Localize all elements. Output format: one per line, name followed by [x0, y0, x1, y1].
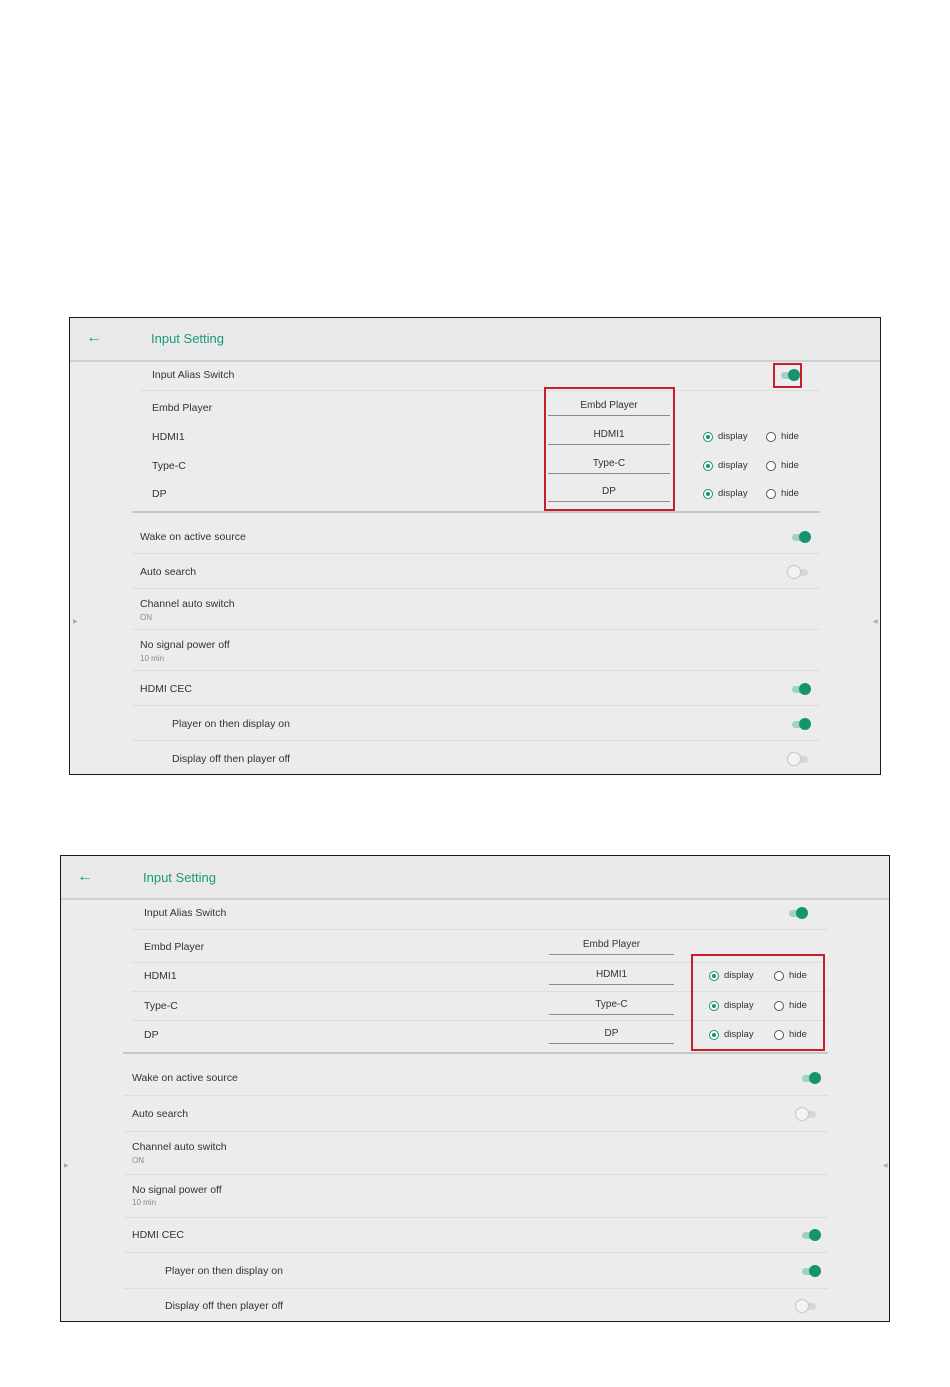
alias-label-dp: DP [144, 1029, 159, 1041]
section-divider [123, 1052, 828, 1054]
alias-input-hdmi1[interactable]: HDMI1 [549, 968, 674, 985]
toggle-hdmi-cec[interactable] [800, 1228, 822, 1242]
setting-display-off-then-player-off: Display off then player off [165, 1300, 284, 1312]
setting-no-signal-power-off[interactable]: No signal power off [132, 1184, 222, 1196]
divider [132, 588, 820, 589]
toggle-wake-on-active-source[interactable] [790, 530, 812, 544]
divider [123, 1095, 828, 1096]
setting-channel-auto-switch[interactable]: Channel auto switch [132, 1141, 227, 1153]
toggle-display-off-then-player-off[interactable] [788, 752, 810, 766]
divider [132, 740, 820, 741]
alias-input-embd-player[interactable]: Embd Player [549, 938, 674, 955]
divider [123, 1288, 828, 1289]
setting-player-on-then-display-on: Player on then display on [172, 718, 290, 730]
setting-no-signal-power-off-value: 10 min [132, 1198, 157, 1207]
divider [132, 670, 820, 671]
divider [132, 705, 820, 706]
caret-left-icon: ▶ [73, 619, 78, 625]
alias-label-type-c: Type-C [152, 460, 186, 472]
screenshot-2: ← Input Setting Input Alias Switch Embd Player Embd Player HDMI1 HDMI1 display hide Type-C Type-C display hide DP DP display hide Wake on active source Auto search Channel auto switch ON No signal power off 10 min HDMI CEC Player on then display on Display off then player off ▶ ◀ [60, 855, 890, 1322]
page-title: Input Setting [143, 870, 216, 885]
setting-player-on-then-display-on: Player on then display on [165, 1265, 283, 1277]
setting-hdmi-cec: HDMI CEC [132, 1229, 184, 1241]
divider [140, 390, 820, 391]
setting-channel-auto-switch-value: ON [140, 613, 152, 622]
divider [123, 1217, 828, 1218]
highlight-alias-switch [773, 363, 802, 388]
setting-channel-auto-switch[interactable]: Channel auto switch [140, 598, 235, 610]
setting-wake-on-active-source: Wake on active source [132, 1072, 238, 1084]
alias-input-type-c[interactable]: Type-C [548, 457, 670, 474]
page-title: Input Setting [151, 331, 224, 346]
section-divider [132, 511, 820, 513]
setting-no-signal-power-off-value: 10 min [140, 654, 165, 663]
setting-display-off-then-player-off: Display off then player off [172, 753, 291, 765]
divider [132, 553, 820, 554]
setting-hdmi-cec: HDMI CEC [140, 683, 192, 695]
setting-auto-search: Auto search [140, 566, 197, 578]
alias-input-dp[interactable]: DP [548, 485, 670, 502]
screenshot-1: ← Input Setting Input Alias Switch Embd Player Embd Player HDMI1 HDMI1 display hide Type-C Type-C display hide DP DP display hide Wake on active source Auto search Channel auto switch ON No signal power off 10 min HDMI CEC Player on then display on Display off then player off ▶ ◀ [69, 317, 881, 775]
caret-right-icon: ◀ [873, 619, 878, 625]
toggle-hdmi-cec[interactable] [790, 682, 812, 696]
toggle-display-off-then-player-off[interactable] [796, 1299, 818, 1313]
input-alias-switch-label: Input Alias Switch [144, 907, 227, 919]
toggle-player-on-then-display-on[interactable] [800, 1264, 822, 1278]
alias-label-hdmi1: HDMI1 [144, 970, 177, 982]
alias-input-type-c[interactable]: Type-C [549, 998, 674, 1015]
input-alias-switch-toggle[interactable] [787, 906, 809, 920]
highlight-alias-fields [544, 387, 675, 511]
alias-input-hdmi1[interactable]: HDMI1 [548, 428, 670, 445]
divider [123, 1131, 828, 1132]
input-alias-switch-label: Input Alias Switch [152, 369, 235, 381]
toggle-wake-on-active-source[interactable] [800, 1071, 822, 1085]
top-bar [61, 856, 889, 900]
back-arrow-icon[interactable]: ← [86, 329, 102, 346]
back-arrow-icon[interactable]: ← [77, 868, 93, 885]
alias-input-embd-player[interactable]: Embd Player [548, 399, 670, 416]
setting-auto-search: Auto search [132, 1108, 189, 1120]
divider [123, 1252, 828, 1253]
setting-wake-on-active-source: Wake on active source [140, 531, 246, 543]
alias-input-dp[interactable]: DP [549, 1027, 674, 1044]
highlight-radio-buttons [691, 954, 825, 1051]
setting-channel-auto-switch-value: ON [132, 1156, 144, 1165]
divider [131, 929, 828, 930]
alias-label-embd-player: Embd Player [144, 941, 205, 953]
setting-no-signal-power-off[interactable]: No signal power off [140, 639, 230, 651]
caret-left-icon: ▶ [64, 1163, 69, 1169]
toggle-player-on-then-display-on[interactable] [790, 717, 812, 731]
toggle-auto-search[interactable] [788, 565, 810, 579]
alias-label-type-c: Type-C [144, 1000, 178, 1012]
alias-label-hdmi1: HDMI1 [152, 431, 185, 443]
divider [132, 629, 820, 630]
toggle-auto-search[interactable] [796, 1107, 818, 1121]
alias-label-embd-player: Embd Player [152, 402, 213, 414]
divider [123, 1174, 828, 1175]
caret-right-icon: ◀ [883, 1163, 888, 1169]
top-bar [70, 318, 880, 362]
alias-label-dp: DP [152, 488, 167, 500]
